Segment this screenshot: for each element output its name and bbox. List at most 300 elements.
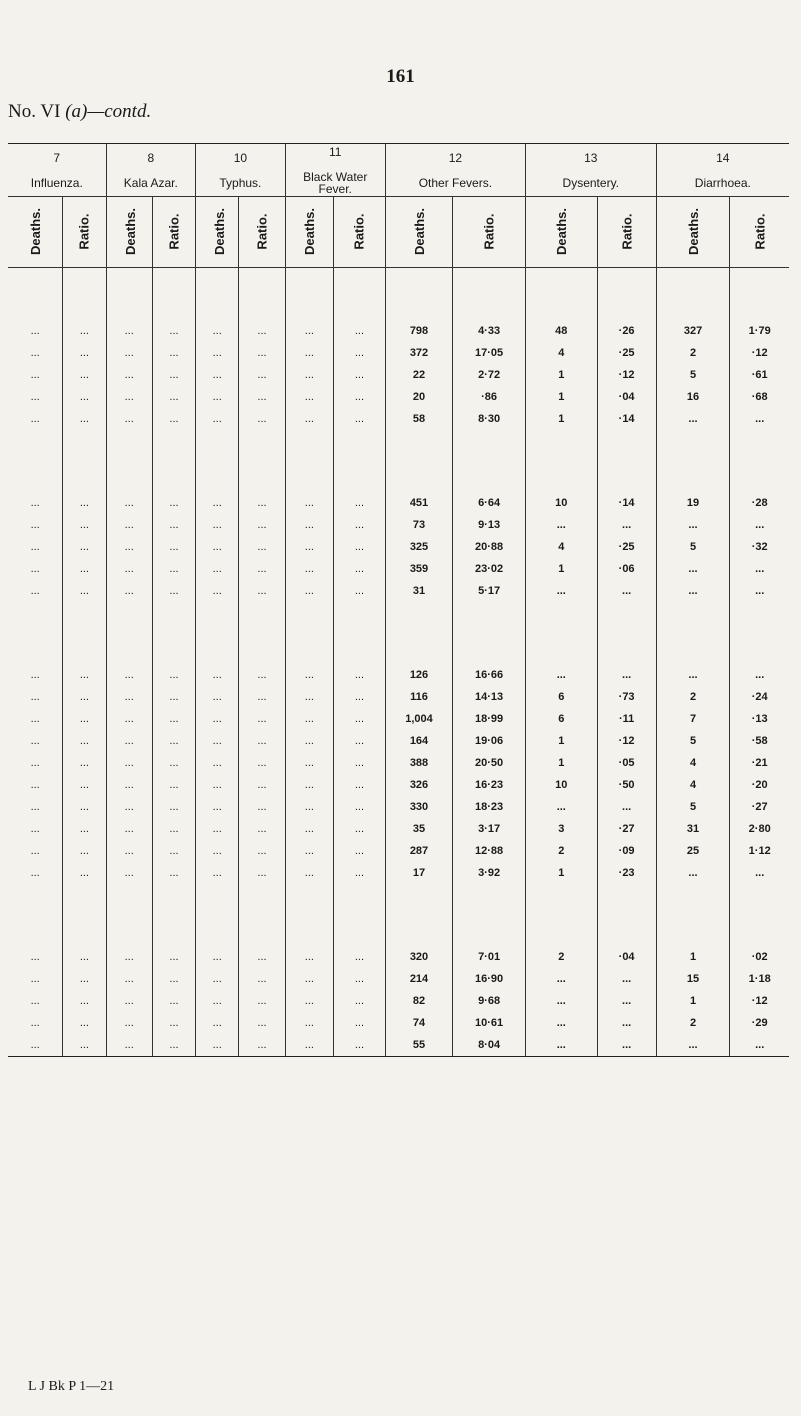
nil-cell: ... bbox=[63, 386, 106, 408]
sub-header-ratio bbox=[597, 197, 656, 268]
spacer-row bbox=[8, 884, 789, 946]
value-cell: ·02 bbox=[730, 946, 789, 968]
nil-cell: ... bbox=[196, 580, 239, 602]
sub-header-label: Ratio. bbox=[254, 213, 270, 250]
nil-cell: ... bbox=[106, 862, 152, 884]
nil-cell: ... bbox=[285, 752, 333, 774]
value-cell: ·25 bbox=[597, 342, 656, 364]
spacer-cell bbox=[196, 602, 239, 664]
nil-cell: ... bbox=[152, 862, 195, 884]
table-row bbox=[8, 990, 789, 1012]
value-cell: 9·13 bbox=[453, 514, 526, 536]
spacer-row bbox=[8, 430, 789, 492]
value-cell: ·12 bbox=[730, 990, 789, 1012]
nil-cell: ... bbox=[334, 990, 386, 1012]
nil-cell: ... bbox=[285, 840, 333, 862]
spacer-cell bbox=[525, 602, 597, 664]
spacer-cell bbox=[385, 884, 452, 946]
spacer-cell bbox=[239, 602, 285, 664]
spacer-cell bbox=[8, 430, 63, 492]
nil-cell: ... bbox=[63, 536, 106, 558]
value-cell: ·12 bbox=[597, 730, 656, 752]
value-cell: 1,004 bbox=[385, 708, 452, 730]
value-cell: 5·17 bbox=[453, 580, 526, 602]
value-cell: 287 bbox=[385, 840, 452, 862]
value-cell: 1 bbox=[525, 752, 597, 774]
value-cell: 451 bbox=[385, 492, 452, 514]
column-title: Kala Azar. bbox=[123, 176, 178, 190]
nil-cell: ... bbox=[285, 1012, 333, 1034]
value-cell: 2 bbox=[656, 342, 730, 364]
sub-header-ratio bbox=[730, 197, 789, 268]
nil-cell: ... bbox=[106, 320, 152, 342]
spacer-cell bbox=[152, 268, 195, 321]
nil-cell: ... bbox=[152, 774, 195, 796]
nil-cell: ... bbox=[63, 708, 106, 730]
nil-cell: ... bbox=[285, 862, 333, 884]
nil-cell: ... bbox=[63, 946, 106, 968]
nil-cell: ... bbox=[196, 686, 239, 708]
nil-cell: ... bbox=[63, 342, 106, 364]
column-title: Typhus. bbox=[219, 176, 262, 190]
spacer-cell bbox=[656, 430, 730, 492]
spacer-cell bbox=[152, 602, 195, 664]
value-cell: ·68 bbox=[730, 386, 789, 408]
column-title: Influenza. bbox=[30, 176, 83, 190]
value-cell: ·21 bbox=[730, 752, 789, 774]
nil-cell: ... bbox=[106, 752, 152, 774]
nil-cell: ... bbox=[334, 686, 386, 708]
value-cell: 14·13 bbox=[453, 686, 526, 708]
value-cell: 2·72 bbox=[453, 364, 526, 386]
nil-cell: ... bbox=[334, 818, 386, 840]
nil-cell: ... bbox=[239, 990, 285, 1012]
nil-cell: ... bbox=[30, 691, 40, 703]
table-row bbox=[8, 514, 789, 536]
nil-cell: ... bbox=[106, 364, 152, 386]
value-cell: 5 bbox=[656, 536, 730, 558]
nil-cell: ... bbox=[30, 735, 40, 747]
spacer-cell bbox=[63, 430, 106, 492]
value-cell: 325 bbox=[385, 536, 452, 558]
table-row bbox=[8, 946, 789, 968]
nil-cell: ... bbox=[63, 774, 106, 796]
nil-cell: ... bbox=[63, 492, 106, 514]
nil-cell: ... bbox=[152, 946, 195, 968]
nil-cell: ... bbox=[30, 973, 40, 985]
value-cell: 6 bbox=[525, 686, 597, 708]
nil-cell: ... bbox=[285, 364, 333, 386]
nil-cell: ... bbox=[30, 995, 40, 1007]
nil-cell: ... bbox=[196, 1034, 239, 1057]
spacer-cell bbox=[63, 602, 106, 664]
value-cell: 10 bbox=[525, 492, 597, 514]
value-cell: ·05 bbox=[597, 752, 656, 774]
nil-cell: ... bbox=[152, 796, 195, 818]
nil-cell: ... bbox=[239, 686, 285, 708]
value-cell: ... bbox=[730, 664, 789, 686]
nil-cell: ... bbox=[152, 386, 195, 408]
value-cell: ·04 bbox=[597, 386, 656, 408]
table-row bbox=[8, 492, 789, 514]
nil-cell: ... bbox=[63, 796, 106, 818]
nil-cell: ... bbox=[239, 514, 285, 536]
nil-cell: ... bbox=[30, 585, 40, 597]
table-row bbox=[8, 968, 789, 990]
value-cell: 12·88 bbox=[453, 840, 526, 862]
spacer-cell bbox=[385, 268, 452, 321]
value-cell: ... bbox=[656, 664, 730, 686]
value-cell: 18·99 bbox=[453, 708, 526, 730]
nil-cell: ... bbox=[106, 840, 152, 862]
sub-header-label: Deaths. bbox=[212, 208, 228, 255]
value-cell: 327 bbox=[656, 320, 730, 342]
nil-cell: ... bbox=[285, 514, 333, 536]
nil-cell: ... bbox=[106, 968, 152, 990]
spacer-cell bbox=[385, 430, 452, 492]
value-cell: ... bbox=[656, 580, 730, 602]
spacer-cell bbox=[597, 602, 656, 664]
column-title: Dysentery. bbox=[562, 176, 620, 190]
column-title: Other Fevers. bbox=[418, 176, 493, 190]
nil-cell: ... bbox=[152, 492, 195, 514]
value-cell: 8·30 bbox=[453, 408, 526, 430]
nil-cell: ... bbox=[63, 580, 106, 602]
nil-cell: ... bbox=[334, 1012, 386, 1034]
value-cell: ·06 bbox=[597, 558, 656, 580]
nil-cell: ... bbox=[285, 708, 333, 730]
value-cell: ·12 bbox=[730, 342, 789, 364]
mortality-table bbox=[8, 143, 789, 1057]
column-header bbox=[656, 144, 789, 197]
value-cell: 25 bbox=[656, 840, 730, 862]
nil-cell: ... bbox=[196, 840, 239, 862]
nil-cell: ... bbox=[152, 708, 195, 730]
value-cell: ... bbox=[597, 796, 656, 818]
nil-cell: ... bbox=[196, 774, 239, 796]
spacer-row bbox=[8, 602, 789, 664]
table-row bbox=[8, 840, 789, 862]
spacer-cell bbox=[196, 268, 239, 321]
table-row bbox=[8, 708, 789, 730]
nil-cell: ... bbox=[285, 408, 333, 430]
nil-cell: ... bbox=[334, 364, 386, 386]
table-row bbox=[8, 664, 789, 686]
value-cell: 74 bbox=[385, 1012, 452, 1034]
nil-cell: ... bbox=[239, 364, 285, 386]
value-cell: ·14 bbox=[597, 492, 656, 514]
value-cell: 1·12 bbox=[730, 840, 789, 862]
value-cell: ... bbox=[525, 990, 597, 1012]
nil-cell: ... bbox=[63, 364, 106, 386]
spacer-cell bbox=[453, 430, 526, 492]
nil-cell: ... bbox=[106, 386, 152, 408]
sub-header-label: Ratio. bbox=[481, 213, 497, 250]
value-cell: ... bbox=[730, 558, 789, 580]
value-cell: 372 bbox=[385, 342, 452, 364]
nil-cell: ... bbox=[152, 752, 195, 774]
value-cell: 55 bbox=[385, 1034, 452, 1057]
nil-cell: ... bbox=[334, 492, 386, 514]
column-number: 7 bbox=[53, 151, 61, 165]
nil-cell: ... bbox=[30, 951, 40, 963]
value-cell: 5 bbox=[656, 796, 730, 818]
sub-header-label: Deaths. bbox=[411, 208, 427, 255]
sub-header-label: Deaths. bbox=[685, 208, 701, 255]
spacer-cell bbox=[730, 884, 789, 946]
value-cell: 31 bbox=[656, 818, 730, 840]
value-cell: 1 bbox=[525, 408, 597, 430]
spacer-cell bbox=[285, 268, 333, 321]
value-cell: 2·80 bbox=[730, 818, 789, 840]
value-cell: 1 bbox=[525, 862, 597, 884]
value-cell: 164 bbox=[385, 730, 452, 752]
spacer-cell bbox=[453, 602, 526, 664]
value-cell: 5 bbox=[656, 364, 730, 386]
spacer-cell bbox=[285, 884, 333, 946]
value-cell: 3·92 bbox=[453, 862, 526, 884]
value-cell: 1 bbox=[525, 730, 597, 752]
heading-number: No. VI bbox=[8, 101, 61, 122]
value-cell: ·12 bbox=[597, 364, 656, 386]
value-cell: 1 bbox=[525, 558, 597, 580]
nil-cell: ... bbox=[196, 386, 239, 408]
sub-header-deaths bbox=[106, 197, 152, 268]
sub-header-deaths bbox=[525, 197, 597, 268]
value-cell: ... bbox=[597, 664, 656, 686]
nil-cell: ... bbox=[239, 862, 285, 884]
nil-cell: ... bbox=[334, 946, 386, 968]
value-cell: 2 bbox=[656, 686, 730, 708]
value-cell: ·73 bbox=[597, 686, 656, 708]
spacer-cell bbox=[8, 268, 63, 321]
column-number: 8 bbox=[147, 151, 155, 165]
value-cell: 31 bbox=[385, 580, 452, 602]
value-cell: ... bbox=[730, 1034, 789, 1057]
table-row bbox=[8, 818, 789, 840]
nil-cell: ... bbox=[239, 752, 285, 774]
table-row bbox=[8, 1034, 789, 1057]
value-cell: ... bbox=[525, 968, 597, 990]
nil-cell: ... bbox=[196, 752, 239, 774]
nil-cell: ... bbox=[106, 774, 152, 796]
nil-cell: ... bbox=[334, 752, 386, 774]
spacer-cell bbox=[334, 268, 386, 321]
sub-header-deaths bbox=[385, 197, 452, 268]
nil-cell: ... bbox=[30, 497, 40, 509]
spacer-cell bbox=[334, 884, 386, 946]
spacer-cell bbox=[106, 884, 152, 946]
nil-cell: ... bbox=[30, 369, 40, 381]
nil-cell: ... bbox=[63, 664, 106, 686]
nil-cell: ... bbox=[63, 320, 106, 342]
nil-cell: ... bbox=[30, 669, 40, 681]
sub-header-deaths bbox=[8, 197, 63, 268]
spacer-cell bbox=[597, 268, 656, 321]
value-cell: ... bbox=[525, 796, 597, 818]
value-cell: ... bbox=[525, 580, 597, 602]
nil-cell: ... bbox=[334, 796, 386, 818]
value-cell: 4 bbox=[656, 752, 730, 774]
spacer-cell bbox=[334, 602, 386, 664]
spacer-cell bbox=[334, 430, 386, 492]
value-cell: ·04 bbox=[597, 946, 656, 968]
table-row bbox=[8, 342, 789, 364]
nil-cell: ... bbox=[196, 492, 239, 514]
value-cell: ... bbox=[656, 1034, 730, 1057]
value-cell: ·27 bbox=[730, 796, 789, 818]
value-cell: 20·50 bbox=[453, 752, 526, 774]
spacer-cell bbox=[8, 884, 63, 946]
value-cell: 10·61 bbox=[453, 1012, 526, 1034]
nil-cell: ... bbox=[152, 580, 195, 602]
nil-cell: ... bbox=[239, 408, 285, 430]
nil-cell: ... bbox=[285, 386, 333, 408]
value-cell: 6 bbox=[525, 708, 597, 730]
nil-cell: ... bbox=[334, 514, 386, 536]
nil-cell: ... bbox=[106, 492, 152, 514]
spacer-cell bbox=[385, 602, 452, 664]
nil-cell: ... bbox=[239, 1012, 285, 1034]
nil-cell: ... bbox=[106, 514, 152, 536]
value-cell: ·13 bbox=[730, 708, 789, 730]
table-row bbox=[8, 408, 789, 430]
nil-cell: ... bbox=[239, 708, 285, 730]
nil-cell: ... bbox=[239, 730, 285, 752]
value-cell: ·23 bbox=[597, 862, 656, 884]
value-cell: 58 bbox=[385, 408, 452, 430]
spacer-cell bbox=[730, 430, 789, 492]
nil-cell: ... bbox=[285, 990, 333, 1012]
value-cell: 126 bbox=[385, 664, 452, 686]
table-row bbox=[8, 774, 789, 796]
nil-cell: ... bbox=[152, 536, 195, 558]
value-cell: ... bbox=[656, 558, 730, 580]
nil-cell: ... bbox=[152, 514, 195, 536]
table-row bbox=[8, 558, 789, 580]
spacer-cell bbox=[525, 884, 597, 946]
spacer-cell bbox=[453, 268, 526, 321]
nil-cell: ... bbox=[152, 840, 195, 862]
table-row bbox=[8, 536, 789, 558]
nil-cell: ... bbox=[30, 801, 40, 813]
nil-cell: ... bbox=[63, 730, 106, 752]
nil-cell: ... bbox=[285, 686, 333, 708]
nil-cell: ... bbox=[30, 779, 40, 791]
nil-cell: ... bbox=[106, 730, 152, 752]
spacer-cell bbox=[63, 884, 106, 946]
value-cell: 4 bbox=[525, 536, 597, 558]
nil-cell: ... bbox=[30, 325, 40, 337]
sub-header-label: Deaths. bbox=[301, 208, 317, 255]
value-cell: ... bbox=[597, 968, 656, 990]
value-cell: 10 bbox=[525, 774, 597, 796]
spacer-cell bbox=[196, 884, 239, 946]
nil-cell: ... bbox=[196, 408, 239, 430]
table-row bbox=[8, 580, 789, 602]
nil-cell: ... bbox=[196, 320, 239, 342]
column-header bbox=[525, 144, 656, 197]
value-cell: 7 bbox=[656, 708, 730, 730]
nil-cell: ... bbox=[196, 514, 239, 536]
nil-cell: ... bbox=[30, 541, 40, 553]
value-cell: ... bbox=[597, 1012, 656, 1034]
spacer-cell bbox=[285, 602, 333, 664]
nil-cell: ... bbox=[196, 364, 239, 386]
value-cell: 4 bbox=[525, 342, 597, 364]
nil-cell: ... bbox=[63, 558, 106, 580]
nil-cell: ... bbox=[152, 686, 195, 708]
column-number: 13 bbox=[584, 151, 598, 165]
table-row bbox=[8, 796, 789, 818]
nil-cell: ... bbox=[239, 818, 285, 840]
value-cell: 73 bbox=[385, 514, 452, 536]
nil-cell: ... bbox=[239, 946, 285, 968]
nil-cell: ... bbox=[239, 840, 285, 862]
column-header bbox=[106, 144, 196, 197]
nil-cell: ... bbox=[106, 686, 152, 708]
nil-cell: ... bbox=[30, 845, 40, 857]
spacer-cell bbox=[8, 602, 63, 664]
nil-cell: ... bbox=[30, 347, 40, 359]
nil-cell: ... bbox=[152, 558, 195, 580]
value-cell: ... bbox=[730, 862, 789, 884]
table-row bbox=[8, 1012, 789, 1034]
value-cell: ·20 bbox=[730, 774, 789, 796]
value-cell: 1 bbox=[656, 990, 730, 1012]
value-cell: 214 bbox=[385, 968, 452, 990]
nil-cell: ... bbox=[239, 796, 285, 818]
column-number: 14 bbox=[716, 151, 730, 165]
value-cell: ·32 bbox=[730, 536, 789, 558]
spacer-cell bbox=[152, 884, 195, 946]
nil-cell: ... bbox=[196, 990, 239, 1012]
value-cell: ... bbox=[525, 1034, 597, 1057]
nil-cell: ... bbox=[106, 1034, 152, 1057]
value-cell: 2 bbox=[656, 1012, 730, 1034]
column-title: Diarrhoea. bbox=[694, 176, 751, 190]
nil-cell: ... bbox=[106, 664, 152, 686]
nil-cell: ... bbox=[285, 774, 333, 796]
value-cell: ... bbox=[730, 408, 789, 430]
nil-cell: ... bbox=[285, 968, 333, 990]
spacer-cell bbox=[285, 430, 333, 492]
nil-cell: ... bbox=[106, 946, 152, 968]
nil-cell: ... bbox=[239, 536, 285, 558]
value-cell: 17 bbox=[385, 862, 452, 884]
spacer-cell bbox=[196, 430, 239, 492]
nil-cell: ... bbox=[196, 558, 239, 580]
spacer-cell bbox=[152, 430, 195, 492]
nil-cell: ... bbox=[196, 708, 239, 730]
nil-cell: ... bbox=[63, 686, 106, 708]
value-cell: 48 bbox=[525, 320, 597, 342]
nil-cell: ... bbox=[8, 1034, 63, 1057]
sub-header-label: Ratio. bbox=[752, 213, 768, 250]
nil-cell: ... bbox=[285, 342, 333, 364]
value-cell: 15 bbox=[656, 968, 730, 990]
nil-cell: ... bbox=[285, 536, 333, 558]
spacer-cell bbox=[656, 884, 730, 946]
nil-cell: ... bbox=[239, 342, 285, 364]
column-header bbox=[285, 144, 385, 197]
nil-cell: ... bbox=[239, 492, 285, 514]
spacer-cell bbox=[239, 430, 285, 492]
nil-cell: ... bbox=[106, 990, 152, 1012]
value-cell: ... bbox=[525, 664, 597, 686]
nil-cell: ... bbox=[152, 818, 195, 840]
value-cell: 4·33 bbox=[453, 320, 526, 342]
